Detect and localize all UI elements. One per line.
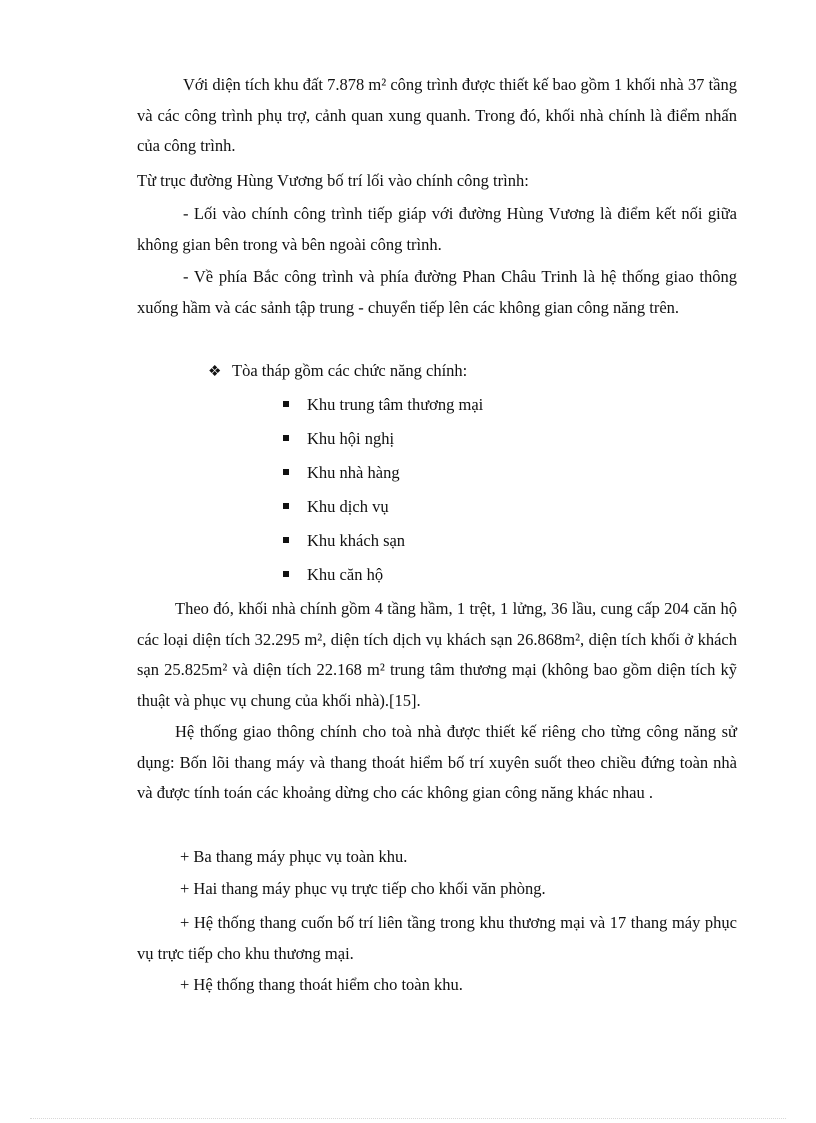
item-escalators: + Hệ thống thang cuốn bố trí liên tầng trong khu thương mại và 17 thang máy phục vụ trực tiếp cho khu thương mại. — [137, 913, 737, 963]
square-bullet-icon — [283, 401, 289, 407]
paragraph-main-entrance: - Lối vào chính công trình tiếp giáp với đường Hùng Vương là điểm kết nối giữa không gian bên trong và bên ngoài công trình. — [137, 204, 737, 254]
diamond-bullet-icon: ❖ — [208, 364, 222, 380]
item-elevators-office: + Hai thang máy phục vụ trực tiếp cho khối văn phòng. — [180, 879, 546, 898]
list-item: Khu dịch vụ — [283, 492, 483, 526]
list-item: Khu khách sạn — [283, 526, 483, 560]
paragraph-site-area: Với diện tích khu đất 7.878 m² công trình được thiết kế bao gồm 1 khối nhà 37 tầng và các công trình phụ trợ, cảnh quan xung quanh. Trong đó, khối nhà chính là điểm nhấn của công trình. — [137, 75, 737, 155]
paragraph-entrance-intro: Từ trục đường Hùng Vương bố trí lối vào chính công trình: — [137, 171, 529, 190]
square-bullet-icon — [283, 537, 289, 543]
list-item: Khu nhà hàng — [283, 458, 483, 492]
square-bullet-icon — [283, 503, 289, 509]
square-bullet-icon — [283, 571, 289, 577]
paragraph-building-summary: Theo đó, khối nhà chính gồm 4 tầng hầm, 1 trệt, 1 lửng, 36 lầu, cung cấp 204 căn hộ các loại diện tích 32.295 m², diện tích dịch vụ khách sạn 26.868m², diện tích khối ở khách sạn 25.825m² và diện tích 22.168 m² trung tâm thương mại (không bao gồm diện tích kỹ thuật và phục vụ chung của khối nhà).[15]. — [137, 599, 737, 710]
item-fire-exits: + Hệ thống thang thoát hiểm cho toàn khu. — [180, 975, 463, 994]
function-list — [283, 390, 483, 594]
list-item: Khu căn hộ — [283, 560, 483, 594]
paragraph-north-side: - Về phía Bắc công trình và phía đường Phan Châu Trinh là hệ thống giao thông xuống hầm và các sảnh tập trung - chuyển tiếp lên các không gian công năng trên. — [137, 267, 737, 317]
square-bullet-icon — [283, 469, 289, 475]
page-bottom-border — [30, 1118, 786, 1119]
section-heading-text: Tòa tháp gồm các chức năng chính: — [232, 361, 468, 380]
item-elevators-all: + Ba thang máy phục vụ toàn khu. — [180, 847, 408, 866]
paragraph-traffic-system: Hệ thống giao thông chính cho toà nhà được thiết kế riêng cho từng công năng sử dụng: Bốn lõi thang máy và thang thoát hiểm bố trí xuyên suốt theo chiều đứng toàn nhà và được tính toán các khoảng dừng cho các không gian công năng khác nhau . — [137, 722, 737, 802]
square-bullet-icon — [283, 435, 289, 441]
list-item: Khu hội nghị — [283, 424, 483, 458]
list-item: Khu trung tâm thương mại — [283, 390, 483, 424]
section-heading-functions — [208, 358, 467, 385]
